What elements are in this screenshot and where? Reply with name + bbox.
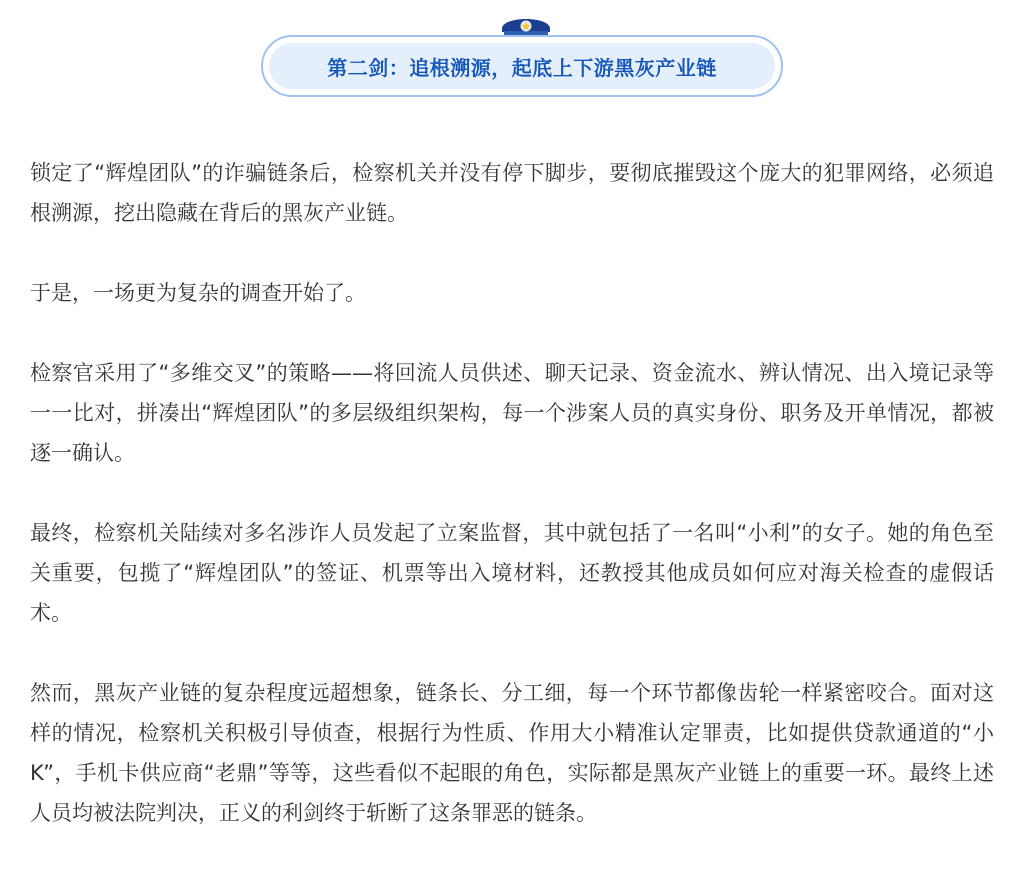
article-body <box>30 153 994 873</box>
paragraph-1: 锁定了“辉煌团队”的诈骗链条后，检察机关并没有停下脚步，要彻底摧毁这个庞大的犯罪网络，必须追根溯源，挖出隐藏在背后的黑灰产业链。 <box>30 161 994 225</box>
section-title: 第二剑：追根溯源，起底上下游黑灰产业链 <box>327 55 717 80</box>
paragraph-4: 最终，检察机关陆续对多名涉诈人员发起了立案监督，其中就包括了一名叫“小利”的女子。她的角色至关重要，包揽了“辉煌团队”的签证、机票等出入境材料，还教授其他成员如何应对海关检查的虚假话术。 <box>30 521 994 625</box>
section-header <box>0 0 1024 110</box>
paragraph-5: 然而，黑灰产业链的复杂程度远超想象，链条长、分工细，每一个环节都像齿轮一样紧密咬合。面对这样的情况，检察机关积极引导侦查，根据行为性质、作用大小精准认定罪责，比如提供贷款通道的“小K”，手机卡供应商“老鼎”等等，这些看似不起眼的角色，实际都是黑灰产业链上的重要一环。最终上述人员均被法院判决，正义的利剑终于斩断了这条罪恶的链条。 <box>30 681 994 825</box>
paragraph-2: 于是，一场更为复杂的调查开始了。 <box>30 281 366 305</box>
title-pill <box>261 35 783 97</box>
paragraph-3: 检察官采用了“多维交叉”的策略——将回流人员供述、聊天记录、资金流水、辨认情况、出入境记录等一一比对，拼凑出“辉煌团队”的多层级组织架构，每一个涉案人员的真实身份、职务及开单情况，都被逐一确认。 <box>30 361 994 465</box>
